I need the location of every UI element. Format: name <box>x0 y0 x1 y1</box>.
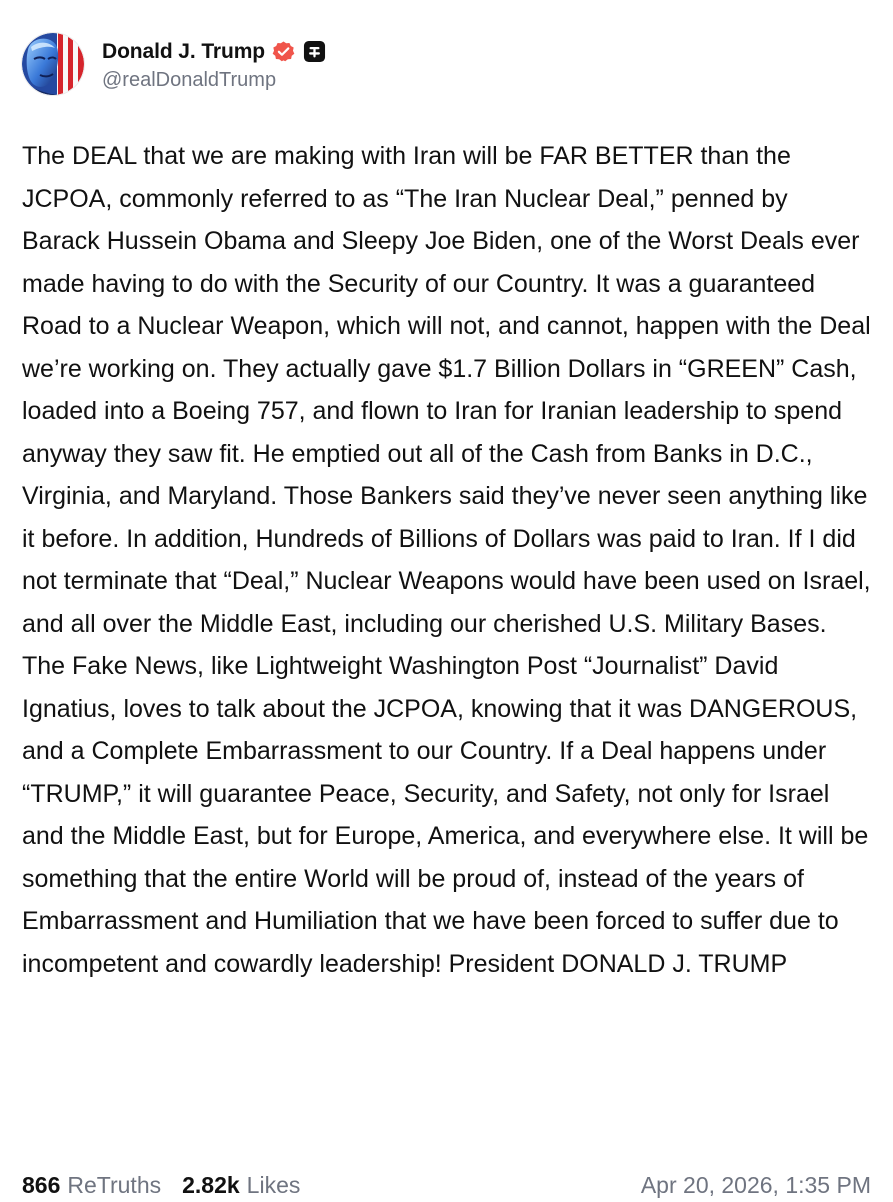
post-body-text: The DEAL that we are making with Iran will be FAR BETTER than the JCPOA, commonly referred to as “The Iran Nuclear Deal,” penned by Barack Hussein Obama and Sleepy Joe Biden, one of the Worst Deals ever made having to do with the Security of our Country. It was a guaranteed Road to a Nuclear Weapon, which will not, and cannot, happen with the Deal we’re working on. They actually gave $1.7 Billion Dollars in “GREEN” Cash, loaded into a Boeing 757, and flown to Iran for Iranian leadership to spend anyway they saw fit. He emptied out all of the Cash from Banks in D.C., Virginia, and Maryland. Those Bankers said they’ve never seen anything like it before. In addition, Hundreds of Billions of Dollars was paid to Iran. If I did not terminate that “Deal,” Nuclear Weapons would have been used on Israel, and all over the Middle East, including our cherished U.S. Military Bases. The Fake News, like Lightweight Washington Post “Journalist” David Ignatius, loves to talk about the JCPOA, knowing that it was DANGEROUS, and a Complete Embarrassment to our Country. If a Deal happens under “TRUMP,” it will guarantee Peace, Security, and Safety, not only for Israel and the Middle East, but for Europe, America, and everywhere else. It will be something that the entire World will be proud of, instead of the years of Embarrassment and Humiliation that we have been forced to suffer due to incompetent and cowardly leadership! President DONALD J. TRUMP <box>22 142 871 978</box>
post-header <box>22 32 326 96</box>
author-names <box>102 37 326 92</box>
author-display-name[interactable]: Donald J. Trump <box>102 39 266 63</box>
verified-check-icon <box>272 40 295 63</box>
author-handle[interactable]: @realDonaldTrump <box>102 68 277 91</box>
likes-label: Likes <box>246 1171 301 1198</box>
truth-social-badge-icon <box>303 40 326 63</box>
retruths-count: 866 <box>22 1171 61 1198</box>
post-timestamp[interactable]: Apr 20, 2026, 1:35 PM <box>640 1171 871 1198</box>
likes-stat[interactable] <box>182 1172 300 1199</box>
retruths-stat[interactable] <box>22 1172 161 1199</box>
author-name-row <box>102 37 326 67</box>
post-footer <box>22 1168 871 1202</box>
likes-count: 2.82k <box>182 1171 240 1198</box>
retruths-label: ReTruths <box>67 1171 162 1198</box>
author-avatar[interactable] <box>22 33 84 95</box>
